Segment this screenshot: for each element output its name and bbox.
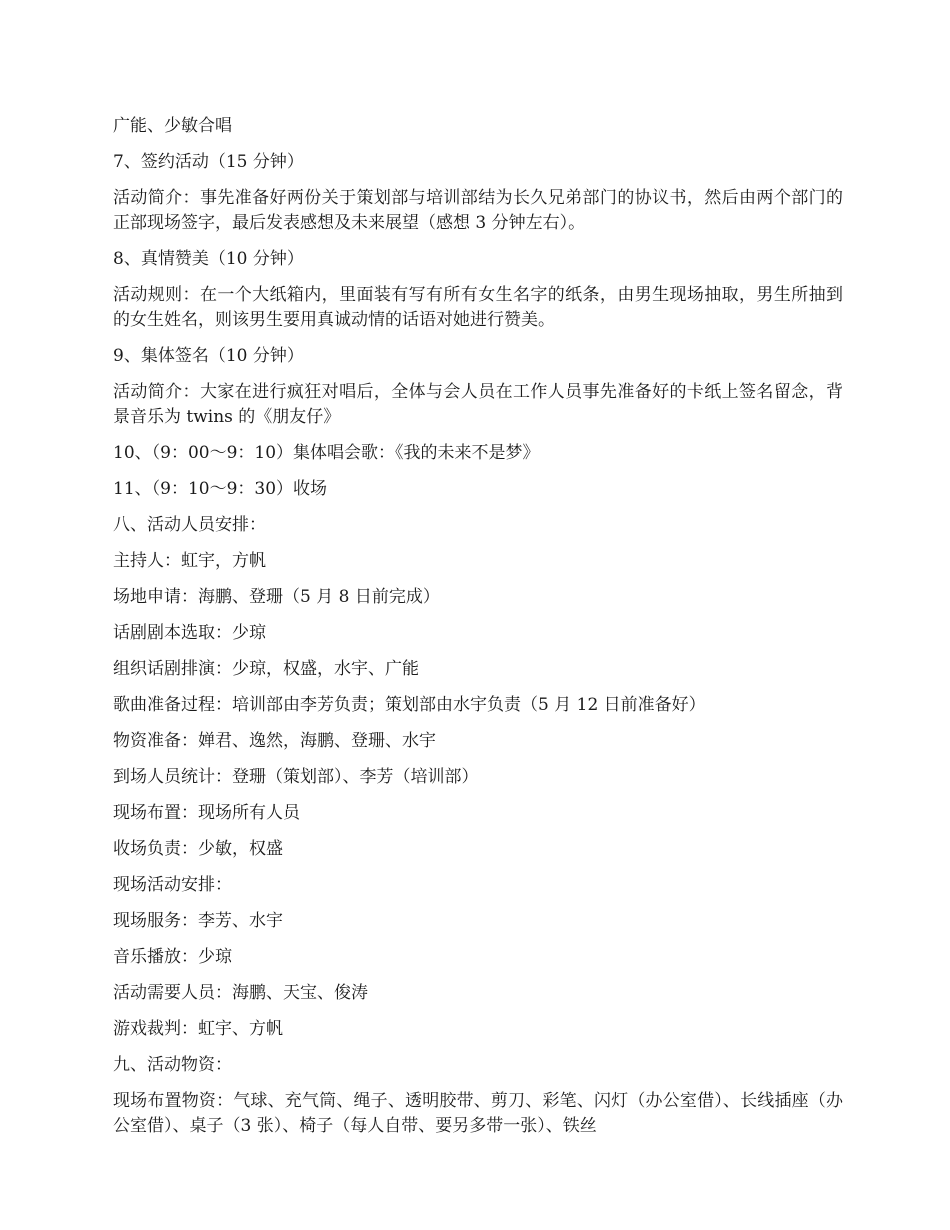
paragraph-signing-intro: 活动简介：事先准备好两份关于策划部与培训部结为长久兄弟部门的协议书，然后由两个部门的正部现场签字，最后发表感想及未来展望（感想 3 分钟左右）。 [113, 188, 843, 233]
section-heading-staff: 八、活动人员安排： [113, 515, 266, 535]
section-heading-11: 11、（9：10～9：30）收场 [113, 479, 328, 499]
text-line: 音乐播放：少琼 [113, 947, 232, 967]
text-line: 话剧剧本选取：少琼 [113, 623, 266, 643]
text-line: 广能、少敏合唱 [113, 116, 232, 136]
text-line: 现场布置：现场所有人员 [113, 803, 300, 823]
section-heading-8: 8、真情赞美（10 分钟） [113, 249, 304, 269]
section-heading-9: 9、集体签名（10 分钟） [113, 346, 304, 366]
text-line: 活动需要人员：海鹏、天宝、俊涛 [113, 983, 368, 1003]
text-line: 场地申请：海鹏、登珊（5 月 8 日前完成） [113, 587, 440, 607]
paragraph-materials-list: 现场布置物资：气球、充气筒、绳子、透明胶带、剪刀、彩笔、闪灯（办公室借）、长线插座（办公室借）、桌子（3 张）、椅子（每人自带、要另多带一张）、铁丝 [113, 1091, 843, 1136]
text-line: 现场服务：李芳、水宇 [113, 911, 283, 931]
text-line: 组织话剧排演：少琼，权盛，水宇、广能 [113, 659, 419, 679]
section-heading-10: 10、（9：00～9：10）集体唱会歌：《我的未来不是梦》 [113, 443, 540, 463]
text-line: 歌曲准备过程：培训部由李芳负责；策划部由水宇负责（5 月 12 日前准备好） [113, 695, 706, 715]
section-heading-materials: 九、活动物资： [113, 1055, 232, 1075]
text-line: 现场活动安排： [113, 875, 232, 895]
text-line: 到场人员统计：登珊（策划部）、李芳（培训部） [113, 767, 479, 787]
document-page [113, 108, 843, 1144]
text-line: 主持人：虹宇，方帆 [113, 551, 266, 571]
text-line: 游戏裁判：虹宇、方帆 [113, 1019, 283, 1039]
paragraph-praise-rules: 活动规则：在一个大纸箱内，里面装有写有所有女生名字的纸条，由男生现场抽取，男生所抽到的女生姓名，则该男生要用真诚动情的话语对她进行赞美。 [113, 285, 843, 330]
section-heading-7: 7、签约活动（15 分钟） [113, 152, 304, 172]
text-line: 物资准备：婵君、逸然，海鹏、登珊、水宇 [113, 731, 436, 751]
paragraph-signature-intro: 活动简介：大家在进行疯狂对唱后，全体与会人员在工作人员事先准备好的卡纸上签名留念，背景音乐为 twins 的《朋友仔》 [113, 382, 843, 427]
text-line: 收场负责：少敏，权盛 [113, 839, 283, 859]
